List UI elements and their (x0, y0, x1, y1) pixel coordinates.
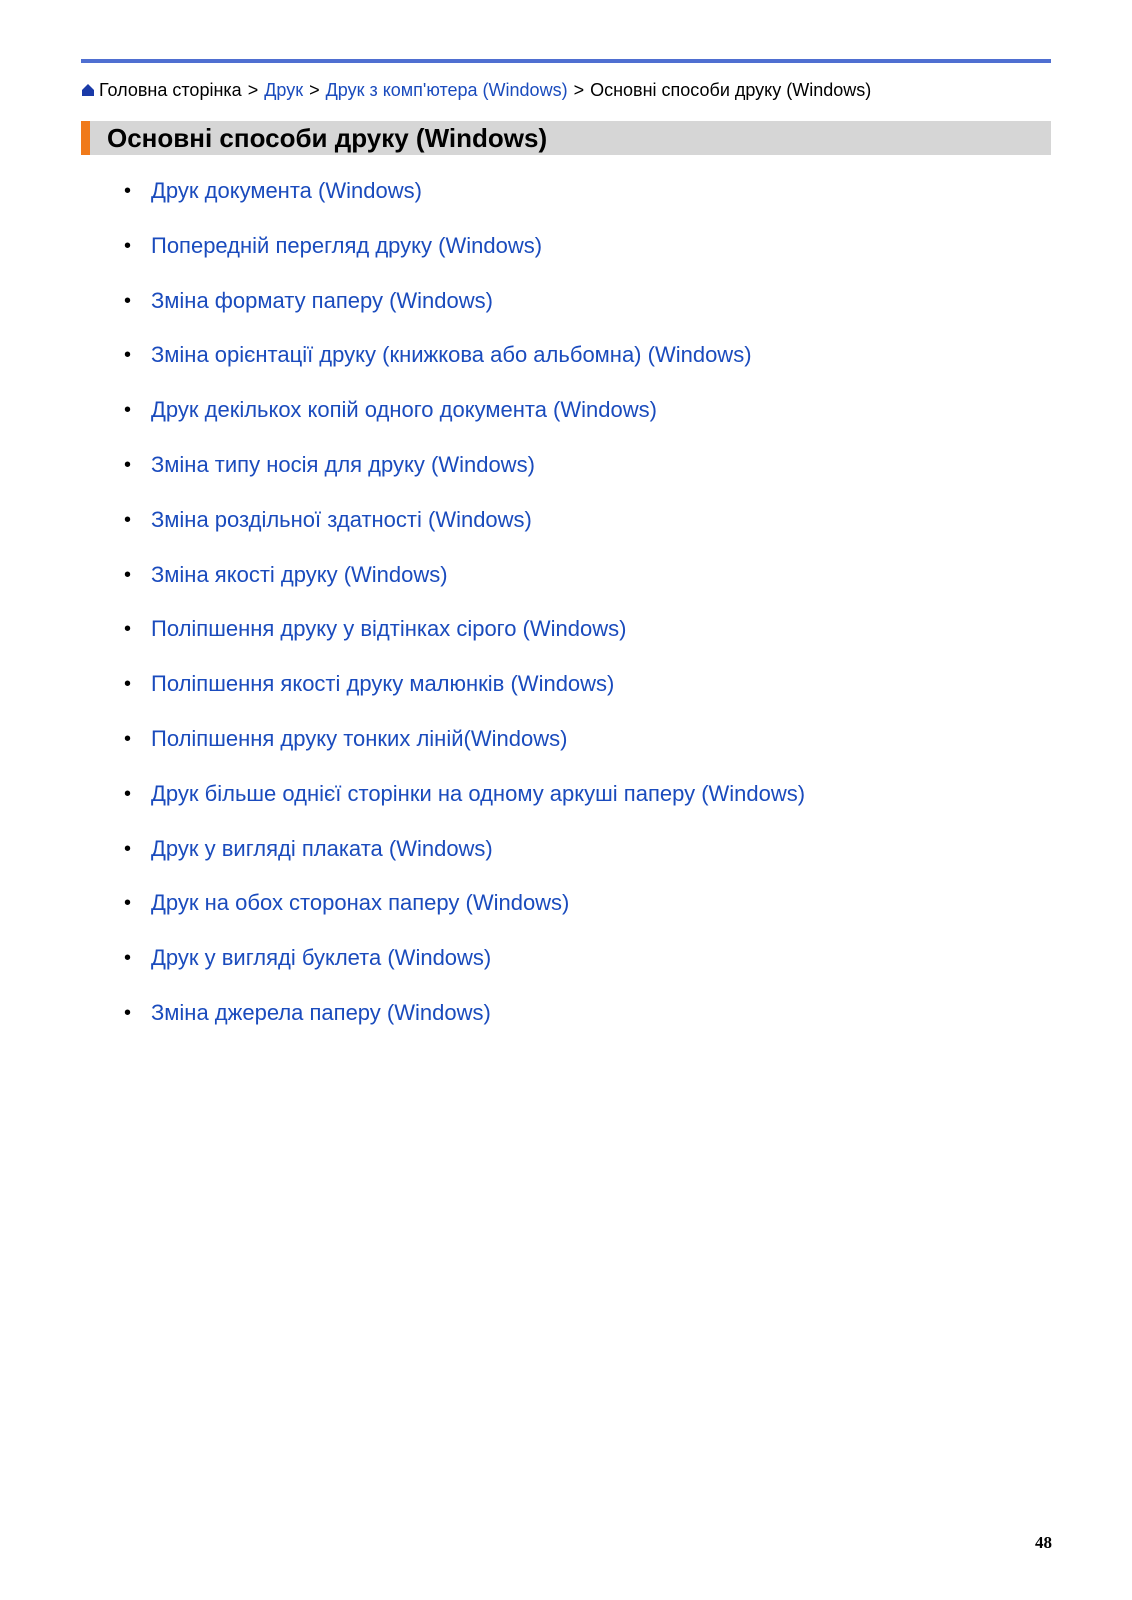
topic-link[interactable]: Зміна роздільної здатності (Windows) (151, 506, 532, 532)
topic-link[interactable]: Друк на обох сторонах паперу (Windows) (151, 890, 570, 916)
topic-link[interactable]: Поліпшення якості друку малюнків (Windows) (151, 671, 615, 697)
topic-link[interactable]: Друк документа (Windows) (151, 178, 422, 203)
page-title: Основні способи друку (Windows) (107, 123, 548, 153)
topic-link[interactable]: Зміна формату паперу (Windows) (151, 287, 493, 313)
bullet: • (124, 1001, 132, 1024)
topic-link[interactable]: Зміна якості друку (Windows) (151, 561, 448, 587)
breadcrumb-separator: > (573, 80, 585, 100)
topic-link[interactable]: Поліпшення друку у відтінках сірого (Windows) (151, 616, 627, 642)
bullet: • (124, 837, 132, 860)
bullet: • (124, 180, 132, 202)
page-number: 48 (1035, 1533, 1052, 1552)
topic-link[interactable]: Друк декількох копій одного документа (Windows) (151, 397, 657, 423)
bullet: • (124, 618, 132, 641)
bullet: • (124, 782, 132, 805)
topic-link[interactable]: Друк у вигляді плаката (Windows) (151, 835, 493, 861)
breadcrumb-separator: > (309, 80, 320, 100)
bullet: • (124, 289, 132, 312)
bullet: • (124, 892, 132, 915)
breadcrumb-print[interactable]: Друк (264, 80, 304, 100)
topic-link[interactable]: Друк більше однієї сторінки на одному аркуші паперу (Windows) (151, 780, 806, 806)
heading-bar (81, 121, 1051, 155)
topic-link[interactable]: Попередній перегляд друку (Windows) (151, 232, 543, 258)
heading-accent (81, 121, 90, 155)
topic-link[interactable]: Зміна джерела паперу (Windows) (151, 999, 491, 1025)
breadcrumb (81, 79, 871, 101)
breadcrumb-print-from-computer[interactable]: Друк з комп'ютера (Windows) (325, 80, 568, 100)
bullet: • (124, 453, 132, 476)
topic-link[interactable]: Друк у вигляді буклета (Windows) (151, 945, 492, 971)
bullet: • (124, 727, 132, 750)
breadcrumb-separator: > (247, 80, 259, 100)
breadcrumb-current: Основні способи друку (Windows) (590, 80, 872, 100)
bullet: • (124, 563, 132, 586)
home-icon[interactable] (81, 83, 95, 97)
bullet: • (124, 508, 132, 531)
bullet: • (124, 947, 132, 970)
top-rule (81, 59, 1051, 63)
bullet: • (124, 673, 132, 696)
topic-link[interactable]: Зміна типу носія для друку (Windows) (151, 451, 535, 477)
bullet: • (124, 344, 132, 367)
topic-link[interactable]: Поліпшення друку тонких ліній(Windows) (151, 725, 568, 751)
topic-link[interactable]: Зміна орієнтації друку (книжкова або альбомна) (Windows) (151, 342, 752, 368)
bullet: • (124, 399, 132, 422)
breadcrumb-home[interactable]: Головна сторінка (99, 80, 242, 100)
bullet: • (124, 234, 132, 257)
